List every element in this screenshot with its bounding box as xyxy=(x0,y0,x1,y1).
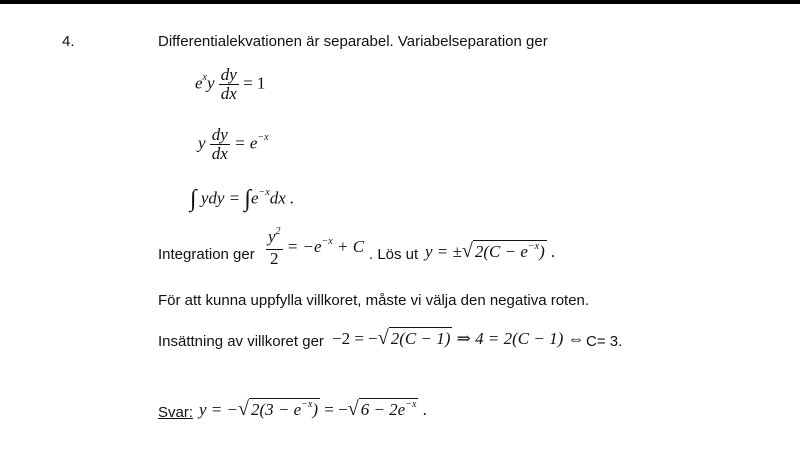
eq1-exp-base: e xyxy=(195,73,203,93)
condition-text: För att kunna uppfylla villkoret, måste vi välja den negativa roten. xyxy=(158,292,590,309)
solution-lhs: y = ± xyxy=(425,242,462,261)
equation-1 xyxy=(195,66,265,103)
answer-root1-a: 2(3 − e xyxy=(250,400,302,419)
answer-mid: = − xyxy=(324,400,348,419)
integration-rhs1-sup: −x xyxy=(321,235,333,247)
equation-2 xyxy=(198,126,269,163)
answer-root1-b: ) xyxy=(312,400,319,419)
integration-denominator: 2 xyxy=(266,249,283,268)
answer-equation xyxy=(199,398,427,421)
insertion-lhs: −2 = − xyxy=(332,329,378,348)
answer-sqrt-sign-1: √ xyxy=(238,398,249,420)
insertion-result: C= 3. xyxy=(586,333,623,350)
problem-number: 4. xyxy=(62,33,75,50)
eq1-var: y xyxy=(207,73,215,93)
solution-equation xyxy=(425,240,555,263)
problem-intro: Differentialekvationen är separabel. Variabelseparation ger xyxy=(158,33,548,50)
eq1-denominator: dx xyxy=(220,84,237,103)
integral-sign-2: ∫ xyxy=(244,186,251,212)
insertion-root: 2(C − 1) xyxy=(390,329,451,348)
solution-inner-1: 2(C − e xyxy=(474,242,528,261)
eq1-rhs: = 1 xyxy=(243,73,266,93)
eq1-exp-sup: x xyxy=(202,72,207,84)
integral-sign-1: ∫ xyxy=(190,186,197,212)
eq2-denominator: dx xyxy=(211,144,228,163)
sqrt-sign: √ xyxy=(461,240,473,262)
insertion-label: Insättning av villkoret ger xyxy=(158,333,324,350)
insertion-sqrt-sign: √ xyxy=(377,327,389,349)
eq3-exp-sup: −x xyxy=(258,187,270,199)
insertion-rest: ⇒ 4 = 2(C − 1) ⇔ xyxy=(456,329,585,348)
top-edge-bar xyxy=(0,0,800,4)
integration-mid-text: . Lös ut xyxy=(369,246,419,263)
insertion-equation xyxy=(332,327,585,350)
eq3-exp-base: e xyxy=(250,188,259,208)
eq2-fraction xyxy=(210,126,230,163)
solution-inner-2: ) xyxy=(539,242,545,261)
equation-3 xyxy=(190,186,294,213)
answer-lhs: y = − xyxy=(199,400,238,419)
eq3-left: ydy = xyxy=(200,188,241,208)
answer-root1-sup: −x xyxy=(301,399,313,410)
eq2-rhs: = e xyxy=(234,133,258,153)
integration-label: Integration ger xyxy=(158,246,255,263)
eq2-rhs-sup: −x xyxy=(257,132,269,144)
eq2-var: y xyxy=(198,133,206,153)
answer-root2-a: 6 − 2e xyxy=(360,400,406,419)
answer-end: . xyxy=(422,400,427,419)
integration-fraction xyxy=(266,228,283,268)
solution-inner-sup: −x xyxy=(527,241,540,252)
integration-rhs1: = −e xyxy=(286,236,322,256)
solution-end: . xyxy=(550,242,556,261)
integration-numerator: y xyxy=(268,227,276,246)
answer-sqrt-sign-2: √ xyxy=(347,398,359,420)
eq3-dx: dx . xyxy=(269,188,295,208)
integration-numerator-sup: 2 xyxy=(275,226,281,237)
integration-equation xyxy=(266,228,364,268)
eq2-numerator: dy xyxy=(211,125,228,144)
answer-label: Svar: xyxy=(158,404,194,421)
answer-root2-sup: −x xyxy=(405,399,417,410)
eq1-numerator: dy xyxy=(220,65,237,84)
eq1-fraction xyxy=(219,66,239,103)
integration-rhs2: + C xyxy=(336,236,365,256)
